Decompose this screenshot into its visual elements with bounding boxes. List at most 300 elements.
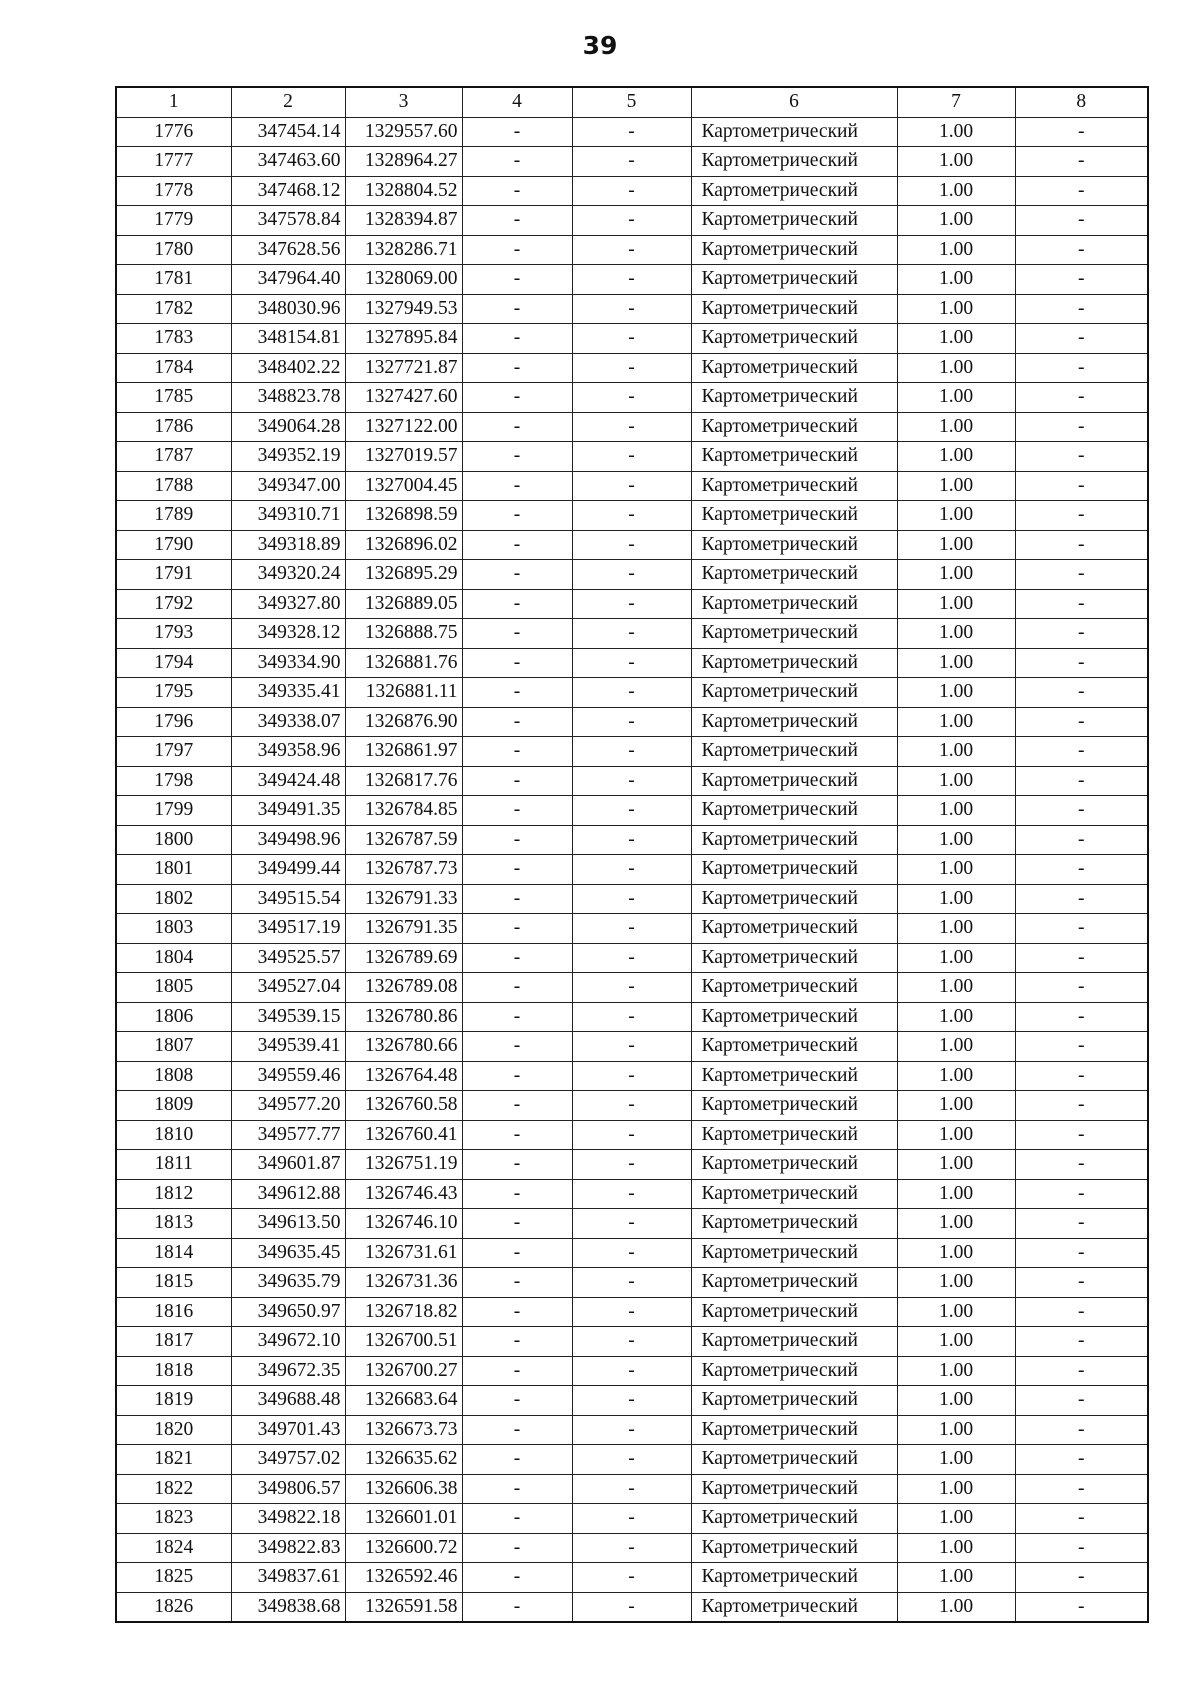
coord-y-cell: 1326898.59 <box>345 501 462 531</box>
point-number-cell: 1792 <box>116 589 231 619</box>
coord-x-cell: 349822.83 <box>231 1533 345 1563</box>
coord-y-cell: 1326760.41 <box>345 1120 462 1150</box>
point-number-cell: 1782 <box>116 294 231 324</box>
coord-x-cell: 347463.60 <box>231 147 345 177</box>
coord-y-cell: 1326791.33 <box>345 884 462 914</box>
col5-value-cell: - <box>572 1415 691 1445</box>
method-cell: Картометрический <box>691 1209 897 1239</box>
table-row <box>116 855 1148 885</box>
col4-value-cell: - <box>462 442 572 472</box>
col8-value-cell: - <box>1015 766 1148 796</box>
col4-value-cell: - <box>462 324 572 354</box>
accuracy-cell: 1.00 <box>897 383 1015 413</box>
point-number-cell: 1826 <box>116 1592 231 1622</box>
table-row <box>116 1327 1148 1357</box>
col5-value-cell: - <box>572 117 691 147</box>
method-cell: Картометрический <box>691 589 897 619</box>
table-row <box>116 324 1148 354</box>
method-cell: Картометрический <box>691 707 897 737</box>
coord-x-cell: 349352.19 <box>231 442 345 472</box>
coord-x-cell: 349491.35 <box>231 796 345 826</box>
col4-value-cell: - <box>462 501 572 531</box>
point-number-cell: 1776 <box>116 117 231 147</box>
accuracy-cell: 1.00 <box>897 1474 1015 1504</box>
method-cell: Картометрический <box>691 855 897 885</box>
coord-y-cell: 1326784.85 <box>345 796 462 826</box>
accuracy-cell: 1.00 <box>897 1091 1015 1121</box>
col5-value-cell: - <box>572 1268 691 1298</box>
method-cell: Картометрический <box>691 530 897 560</box>
point-number-cell: 1804 <box>116 943 231 973</box>
coord-y-cell: 1326888.75 <box>345 619 462 649</box>
method-cell: Картометрический <box>691 1386 897 1416</box>
point-number-cell: 1786 <box>116 412 231 442</box>
col4-value-cell: - <box>462 265 572 295</box>
col8-value-cell: - <box>1015 1091 1148 1121</box>
col4-value-cell: - <box>462 235 572 265</box>
col4-value-cell: - <box>462 1533 572 1563</box>
col4-value-cell: - <box>462 1209 572 1239</box>
col5-value-cell: - <box>572 707 691 737</box>
coord-y-cell: 1326789.69 <box>345 943 462 973</box>
col4-value-cell: - <box>462 737 572 767</box>
point-number-cell: 1777 <box>116 147 231 177</box>
coord-y-cell: 1326789.08 <box>345 973 462 1003</box>
accuracy-cell: 1.00 <box>897 1592 1015 1622</box>
coord-y-cell: 1326683.64 <box>345 1386 462 1416</box>
point-number-cell: 1802 <box>116 884 231 914</box>
col8-value-cell: - <box>1015 1592 1148 1622</box>
method-cell: Картометрический <box>691 825 897 855</box>
col5-value-cell: - <box>572 1563 691 1593</box>
accuracy-cell: 1.00 <box>897 973 1015 1003</box>
coord-x-cell: 349320.24 <box>231 560 345 590</box>
coord-y-cell: 1326896.02 <box>345 530 462 560</box>
col4-value-cell: - <box>462 117 572 147</box>
point-number-cell: 1816 <box>116 1297 231 1327</box>
table-row <box>116 943 1148 973</box>
accuracy-cell: 1.00 <box>897 825 1015 855</box>
col5-value-cell: - <box>572 1327 691 1357</box>
col5-value-cell: - <box>572 235 691 265</box>
table-row <box>116 1120 1148 1150</box>
accuracy-cell: 1.00 <box>897 206 1015 236</box>
table-row <box>116 973 1148 1003</box>
coord-y-cell: 1326601.01 <box>345 1504 462 1534</box>
col4-value-cell: - <box>462 294 572 324</box>
col5-value-cell: - <box>572 1120 691 1150</box>
col4-value-cell: - <box>462 1002 572 1032</box>
coord-y-cell: 1326787.73 <box>345 855 462 885</box>
accuracy-cell: 1.00 <box>897 796 1015 826</box>
coord-y-cell: 1328069.00 <box>345 265 462 295</box>
point-number-cell: 1809 <box>116 1091 231 1121</box>
col5-value-cell: - <box>572 501 691 531</box>
accuracy-cell: 1.00 <box>897 1032 1015 1062</box>
col4-value-cell: - <box>462 796 572 826</box>
point-number-cell: 1822 <box>116 1474 231 1504</box>
method-cell: Картометрический <box>691 1297 897 1327</box>
accuracy-cell: 1.00 <box>897 235 1015 265</box>
col4-value-cell: - <box>462 1386 572 1416</box>
method-cell: Картометрический <box>691 324 897 354</box>
method-cell: Картометрический <box>691 206 897 236</box>
point-number-cell: 1824 <box>116 1533 231 1563</box>
table-row <box>116 796 1148 826</box>
coord-x-cell: 348030.96 <box>231 294 345 324</box>
accuracy-cell: 1.00 <box>897 176 1015 206</box>
method-cell: Картометрический <box>691 1533 897 1563</box>
table-row <box>116 648 1148 678</box>
method-cell: Картометрический <box>691 117 897 147</box>
accuracy-cell: 1.00 <box>897 530 1015 560</box>
table-row <box>116 560 1148 590</box>
accuracy-cell: 1.00 <box>897 1504 1015 1534</box>
accuracy-cell: 1.00 <box>897 471 1015 501</box>
table-row <box>116 176 1148 206</box>
col5-value-cell: - <box>572 1356 691 1386</box>
point-number-cell: 1810 <box>116 1120 231 1150</box>
table-row <box>116 914 1148 944</box>
table-row <box>116 1297 1148 1327</box>
table-row <box>116 825 1148 855</box>
col8-value-cell: - <box>1015 471 1148 501</box>
col5-value-cell: - <box>572 825 691 855</box>
coord-x-cell: 347454.14 <box>231 117 345 147</box>
point-number-cell: 1814 <box>116 1238 231 1268</box>
col8-value-cell: - <box>1015 943 1148 973</box>
col4-value-cell: - <box>462 884 572 914</box>
method-cell: Картометрический <box>691 648 897 678</box>
method-cell: Картометрический <box>691 1563 897 1593</box>
col4-value-cell: - <box>462 1061 572 1091</box>
accuracy-cell: 1.00 <box>897 943 1015 973</box>
coord-x-cell: 349318.89 <box>231 530 345 560</box>
col8-value-cell: - <box>1015 560 1148 590</box>
accuracy-cell: 1.00 <box>897 914 1015 944</box>
col5-value-cell: - <box>572 1297 691 1327</box>
col8-value-cell: - <box>1015 796 1148 826</box>
col4-value-cell: - <box>462 1091 572 1121</box>
accuracy-cell: 1.00 <box>897 1209 1015 1239</box>
col5-value-cell: - <box>572 1032 691 1062</box>
accuracy-cell: 1.00 <box>897 737 1015 767</box>
coord-x-cell: 349515.54 <box>231 884 345 914</box>
method-cell: Картометрический <box>691 1179 897 1209</box>
point-number-cell: 1801 <box>116 855 231 885</box>
col5-value-cell: - <box>572 442 691 472</box>
coord-x-cell: 349335.41 <box>231 678 345 708</box>
coord-y-cell: 1326780.86 <box>345 1002 462 1032</box>
col5-value-cell: - <box>572 324 691 354</box>
method-cell: Картометрический <box>691 1002 897 1032</box>
accuracy-cell: 1.00 <box>897 707 1015 737</box>
col5-value-cell: - <box>572 678 691 708</box>
col8-value-cell: - <box>1015 589 1148 619</box>
table-row <box>116 353 1148 383</box>
accuracy-cell: 1.00 <box>897 766 1015 796</box>
coord-x-cell: 347964.40 <box>231 265 345 295</box>
coord-x-cell: 348154.81 <box>231 324 345 354</box>
point-number-cell: 1795 <box>116 678 231 708</box>
coord-y-cell: 1326780.66 <box>345 1032 462 1062</box>
coord-x-cell: 347578.84 <box>231 206 345 236</box>
accuracy-cell: 1.00 <box>897 1445 1015 1475</box>
col4-value-cell: - <box>462 1592 572 1622</box>
method-cell: Картометрический <box>691 737 897 767</box>
point-number-cell: 1818 <box>116 1356 231 1386</box>
col8-value-cell: - <box>1015 1297 1148 1327</box>
col8-value-cell: - <box>1015 383 1148 413</box>
col8-value-cell: - <box>1015 648 1148 678</box>
table-row <box>116 235 1148 265</box>
table-row <box>116 1386 1148 1416</box>
col4-value-cell: - <box>462 914 572 944</box>
table-row <box>116 678 1148 708</box>
col5-value-cell: - <box>572 1386 691 1416</box>
table-row <box>116 117 1148 147</box>
coordinates-table <box>115 86 1149 1623</box>
coord-x-cell: 349635.79 <box>231 1268 345 1298</box>
table-row <box>116 147 1148 177</box>
col4-value-cell: - <box>462 825 572 855</box>
coord-y-cell: 1326731.36 <box>345 1268 462 1298</box>
accuracy-cell: 1.00 <box>897 1356 1015 1386</box>
point-number-cell: 1797 <box>116 737 231 767</box>
coord-y-cell: 1326673.73 <box>345 1415 462 1445</box>
col4-value-cell: - <box>462 1268 572 1298</box>
method-cell: Картометрический <box>691 943 897 973</box>
table-row <box>116 442 1148 472</box>
coord-y-cell: 1326817.76 <box>345 766 462 796</box>
accuracy-cell: 1.00 <box>897 619 1015 649</box>
table-row <box>116 1474 1148 1504</box>
coord-x-cell: 349688.48 <box>231 1386 345 1416</box>
col5-value-cell: - <box>572 294 691 324</box>
coord-y-cell: 1326700.51 <box>345 1327 462 1357</box>
accuracy-cell: 1.00 <box>897 1533 1015 1563</box>
col4-value-cell: - <box>462 383 572 413</box>
accuracy-cell: 1.00 <box>897 353 1015 383</box>
col8-value-cell: - <box>1015 353 1148 383</box>
col5-value-cell: - <box>572 914 691 944</box>
coord-x-cell: 349650.97 <box>231 1297 345 1327</box>
method-cell: Картометрический <box>691 1091 897 1121</box>
table-row <box>116 1179 1148 1209</box>
method-cell: Картометрический <box>691 383 897 413</box>
column-header-7: 7 <box>897 87 1015 117</box>
accuracy-cell: 1.00 <box>897 884 1015 914</box>
coord-y-cell: 1326718.82 <box>345 1297 462 1327</box>
col8-value-cell: - <box>1015 678 1148 708</box>
point-number-cell: 1781 <box>116 265 231 295</box>
table-body <box>116 117 1148 1622</box>
coord-y-cell: 1328394.87 <box>345 206 462 236</box>
col5-value-cell: - <box>572 855 691 885</box>
col5-value-cell: - <box>572 1179 691 1209</box>
point-number-cell: 1790 <box>116 530 231 560</box>
method-cell: Картометрический <box>691 1032 897 1062</box>
col4-value-cell: - <box>462 619 572 649</box>
point-number-cell: 1783 <box>116 324 231 354</box>
point-number-cell: 1825 <box>116 1563 231 1593</box>
coord-y-cell: 1326760.58 <box>345 1091 462 1121</box>
table-row <box>116 1356 1148 1386</box>
col5-value-cell: - <box>572 619 691 649</box>
accuracy-cell: 1.00 <box>897 589 1015 619</box>
coord-x-cell: 347468.12 <box>231 176 345 206</box>
table-row <box>116 1445 1148 1475</box>
col4-value-cell: - <box>462 1238 572 1268</box>
coord-y-cell: 1326746.10 <box>345 1209 462 1239</box>
coord-x-cell: 349601.87 <box>231 1150 345 1180</box>
point-number-cell: 1812 <box>116 1179 231 1209</box>
method-cell: Картометрический <box>691 442 897 472</box>
accuracy-cell: 1.00 <box>897 1002 1015 1032</box>
coord-x-cell: 349672.10 <box>231 1327 345 1357</box>
col8-value-cell: - <box>1015 1356 1148 1386</box>
coord-x-cell: 349334.90 <box>231 648 345 678</box>
col4-value-cell: - <box>462 530 572 560</box>
coord-x-cell: 349499.44 <box>231 855 345 885</box>
coord-y-cell: 1326600.72 <box>345 1533 462 1563</box>
coord-y-cell: 1326700.27 <box>345 1356 462 1386</box>
table-row <box>116 1061 1148 1091</box>
method-cell: Картометрический <box>691 1592 897 1622</box>
point-number-cell: 1805 <box>116 973 231 1003</box>
table-row <box>116 1091 1148 1121</box>
col8-value-cell: - <box>1015 1386 1148 1416</box>
coord-x-cell: 349612.88 <box>231 1179 345 1209</box>
col4-value-cell: - <box>462 973 572 1003</box>
method-cell: Картометрический <box>691 619 897 649</box>
coord-x-cell: 349837.61 <box>231 1563 345 1593</box>
coord-x-cell: 349527.04 <box>231 973 345 1003</box>
table-row <box>116 383 1148 413</box>
coord-x-cell: 349424.48 <box>231 766 345 796</box>
coord-x-cell: 349498.96 <box>231 825 345 855</box>
table-row <box>116 206 1148 236</box>
point-number-cell: 1789 <box>116 501 231 531</box>
col8-value-cell: - <box>1015 855 1148 885</box>
page-number: 39 <box>582 31 618 60</box>
method-cell: Картометрический <box>691 1415 897 1445</box>
point-number-cell: 1800 <box>116 825 231 855</box>
table-row <box>116 294 1148 324</box>
col8-value-cell: - <box>1015 1504 1148 1534</box>
point-number-cell: 1806 <box>116 1002 231 1032</box>
col8-value-cell: - <box>1015 530 1148 560</box>
point-number-cell: 1796 <box>116 707 231 737</box>
column-header-4: 4 <box>462 87 572 117</box>
accuracy-cell: 1.00 <box>897 560 1015 590</box>
point-number-cell: 1779 <box>116 206 231 236</box>
coord-y-cell: 1326591.58 <box>345 1592 462 1622</box>
point-number-cell: 1780 <box>116 235 231 265</box>
col5-value-cell: - <box>572 353 691 383</box>
col4-value-cell: - <box>462 1179 572 1209</box>
coord-x-cell: 348823.78 <box>231 383 345 413</box>
coord-y-cell: 1328804.52 <box>345 176 462 206</box>
coord-x-cell: 349559.46 <box>231 1061 345 1091</box>
col5-value-cell: - <box>572 412 691 442</box>
point-number-cell: 1819 <box>116 1386 231 1416</box>
point-number-cell: 1785 <box>116 383 231 413</box>
coord-y-cell: 1327427.60 <box>345 383 462 413</box>
table-row <box>116 412 1148 442</box>
col5-value-cell: - <box>572 1592 691 1622</box>
col8-value-cell: - <box>1015 265 1148 295</box>
point-number-cell: 1815 <box>116 1268 231 1298</box>
method-cell: Картометрический <box>691 1445 897 1475</box>
point-number-cell: 1784 <box>116 353 231 383</box>
accuracy-cell: 1.00 <box>897 442 1015 472</box>
col8-value-cell: - <box>1015 442 1148 472</box>
table-row <box>116 737 1148 767</box>
coord-y-cell: 1326861.97 <box>345 737 462 767</box>
coord-x-cell: 348402.22 <box>231 353 345 383</box>
col8-value-cell: - <box>1015 973 1148 1003</box>
col5-value-cell: - <box>572 1504 691 1534</box>
col4-value-cell: - <box>462 1474 572 1504</box>
col8-value-cell: - <box>1015 1474 1148 1504</box>
table-row <box>116 619 1148 649</box>
point-number-cell: 1813 <box>116 1209 231 1239</box>
coord-y-cell: 1326895.29 <box>345 560 462 590</box>
col4-value-cell: - <box>462 412 572 442</box>
method-cell: Картометрический <box>691 265 897 295</box>
col4-value-cell: - <box>462 560 572 590</box>
col8-value-cell: - <box>1015 1120 1148 1150</box>
col8-value-cell: - <box>1015 501 1148 531</box>
method-cell: Картометрический <box>691 501 897 531</box>
coord-y-cell: 1326876.90 <box>345 707 462 737</box>
accuracy-cell: 1.00 <box>897 324 1015 354</box>
col5-value-cell: - <box>572 1150 691 1180</box>
coord-y-cell: 1326764.48 <box>345 1061 462 1091</box>
coord-x-cell: 349310.71 <box>231 501 345 531</box>
col4-value-cell: - <box>462 471 572 501</box>
col4-value-cell: - <box>462 943 572 973</box>
col5-value-cell: - <box>572 973 691 1003</box>
table-row <box>116 1150 1148 1180</box>
col8-value-cell: - <box>1015 884 1148 914</box>
accuracy-cell: 1.00 <box>897 1238 1015 1268</box>
point-number-cell: 1794 <box>116 648 231 678</box>
coord-x-cell: 347628.56 <box>231 235 345 265</box>
coord-x-cell: 349806.57 <box>231 1474 345 1504</box>
coord-x-cell: 349838.68 <box>231 1592 345 1622</box>
col5-value-cell: - <box>572 560 691 590</box>
col8-value-cell: - <box>1015 147 1148 177</box>
coord-y-cell: 1326746.43 <box>345 1179 462 1209</box>
method-cell: Картометрический <box>691 412 897 442</box>
table-row <box>116 265 1148 295</box>
col8-value-cell: - <box>1015 1150 1148 1180</box>
col4-value-cell: - <box>462 1032 572 1062</box>
method-cell: Картометрический <box>691 471 897 501</box>
accuracy-cell: 1.00 <box>897 294 1015 324</box>
table-row <box>116 1209 1148 1239</box>
table-row <box>116 1563 1148 1593</box>
coord-y-cell: 1326881.76 <box>345 648 462 678</box>
coord-y-cell: 1327122.00 <box>345 412 462 442</box>
point-number-cell: 1811 <box>116 1150 231 1180</box>
accuracy-cell: 1.00 <box>897 1061 1015 1091</box>
col4-value-cell: - <box>462 1504 572 1534</box>
col5-value-cell: - <box>572 530 691 560</box>
column-header-3: 3 <box>345 87 462 117</box>
